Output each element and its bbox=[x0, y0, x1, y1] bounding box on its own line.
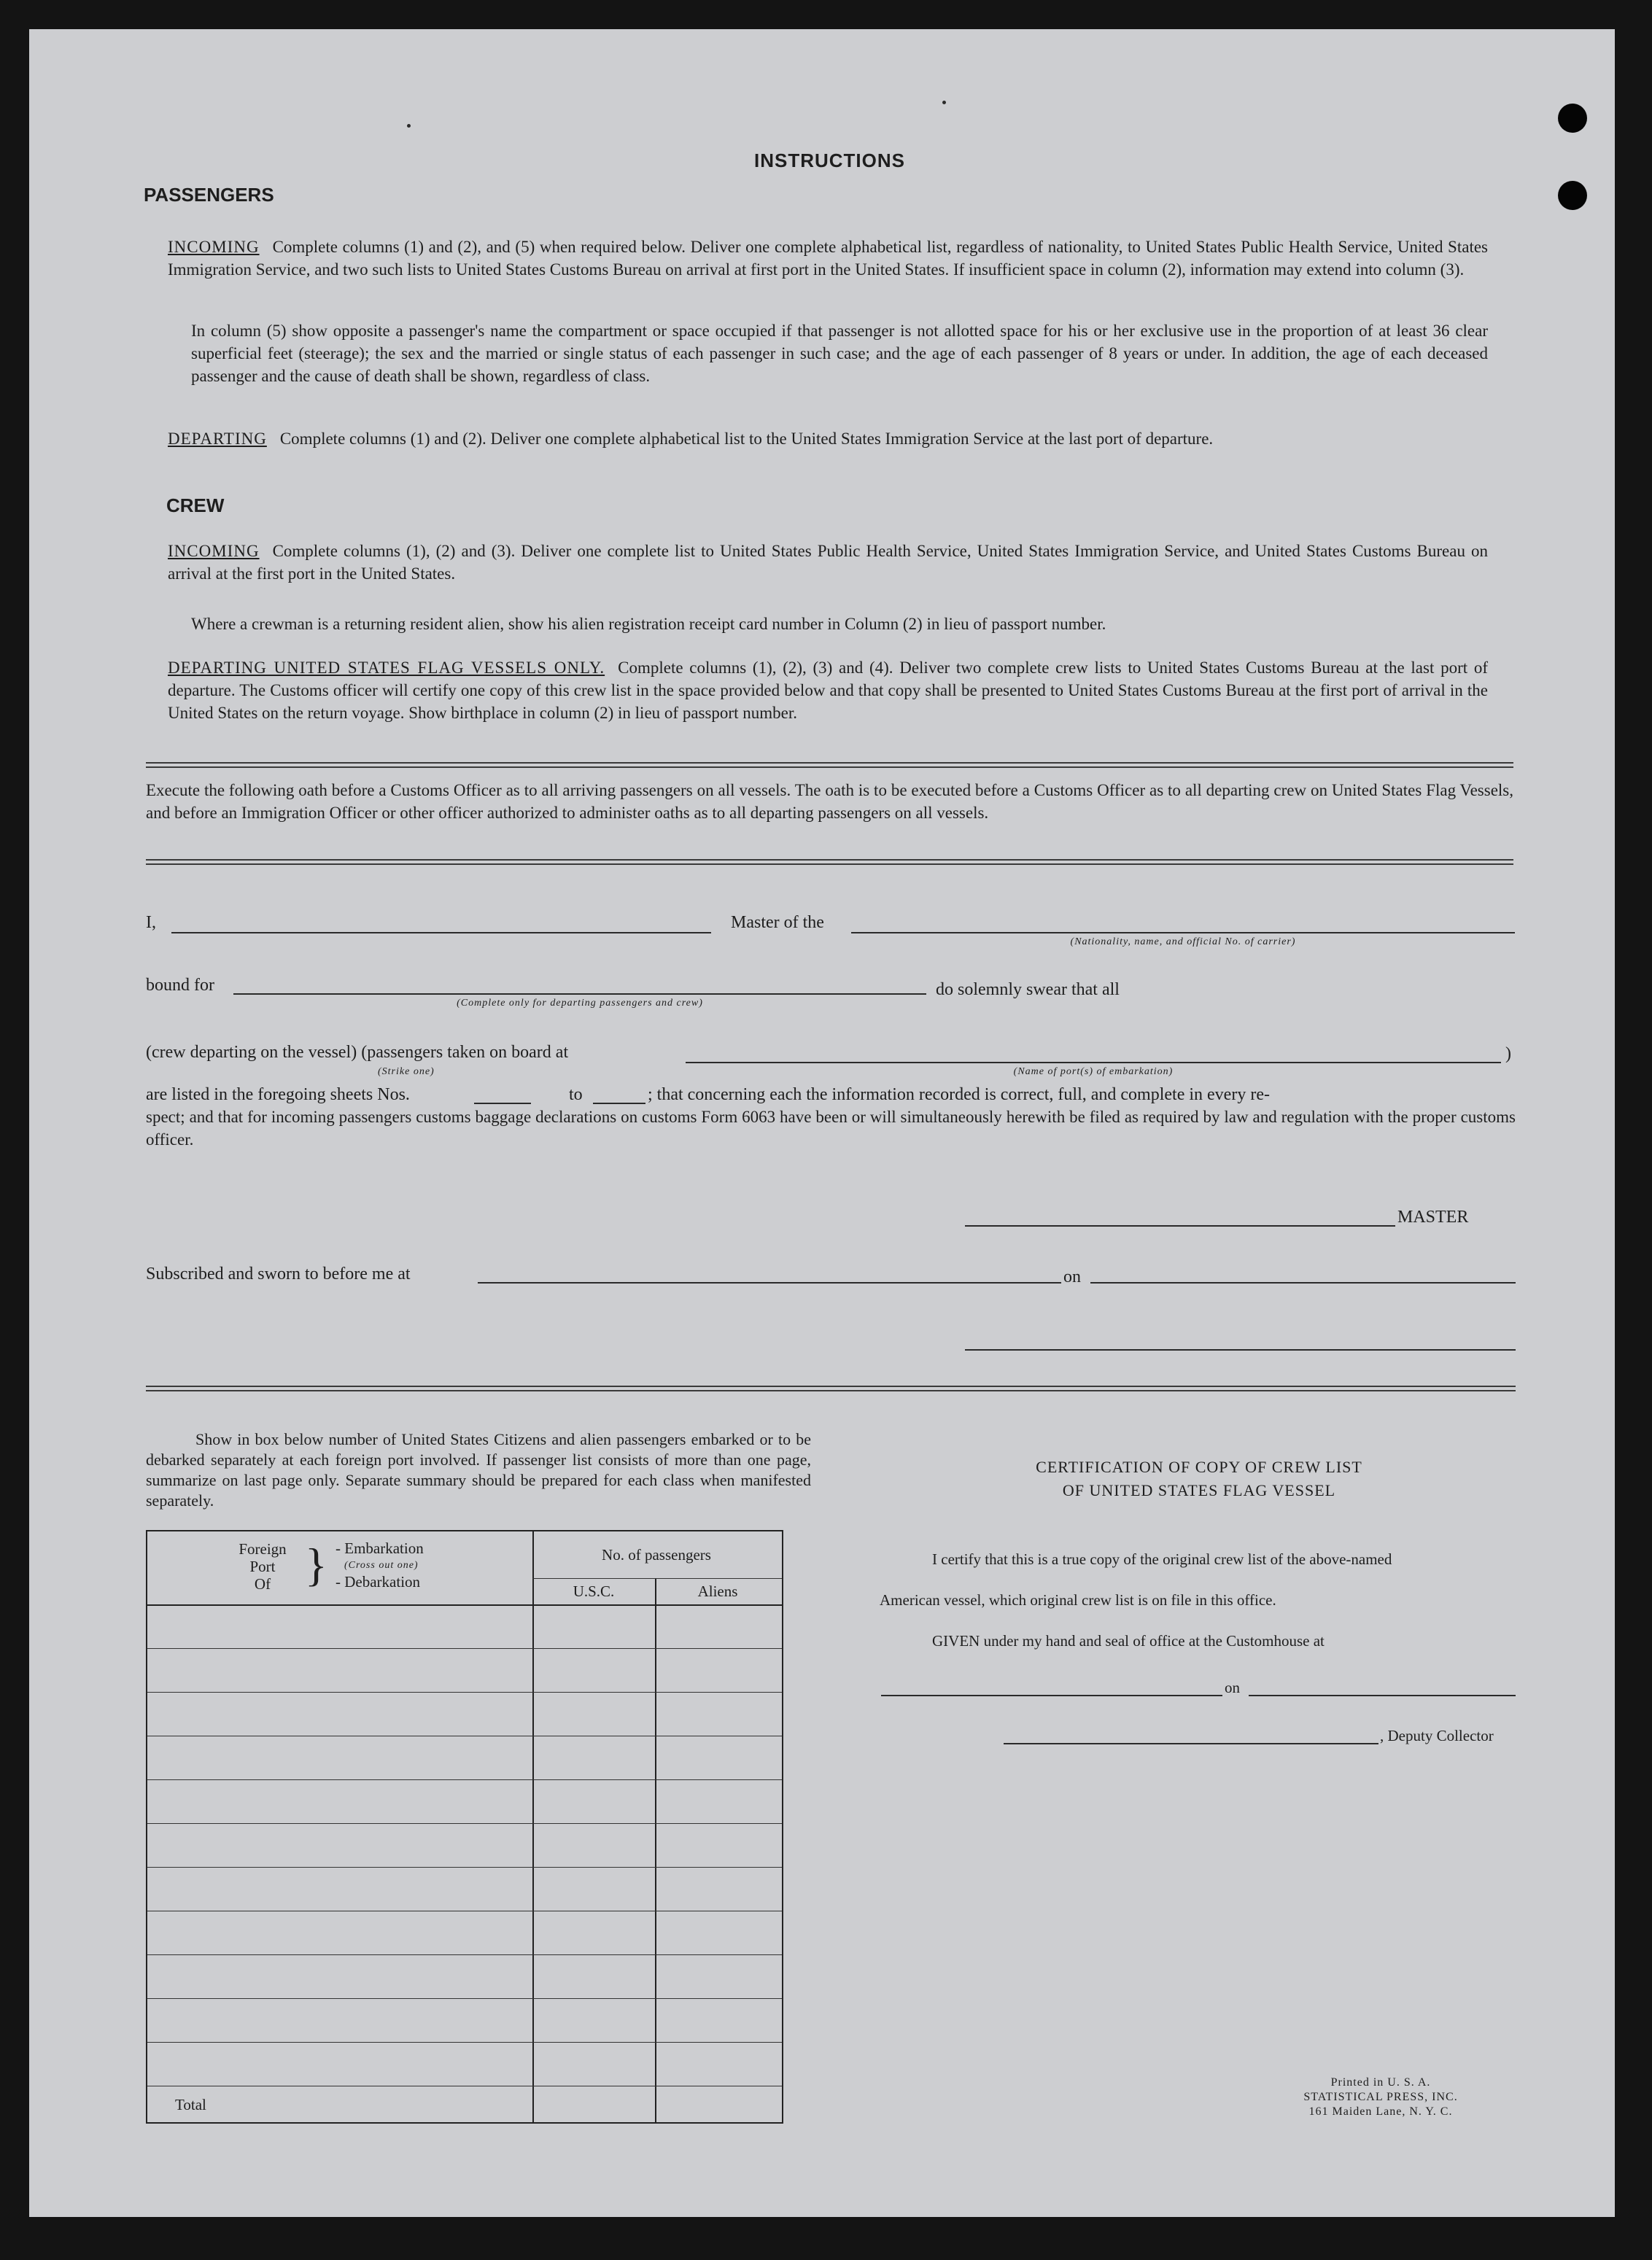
table-column-divider bbox=[655, 1578, 656, 2122]
bound-for-caption: (Complete only for departing passengers and crew) bbox=[457, 998, 703, 1009]
carrier-caption: (Nationality, name, and official No. of carrier) bbox=[1070, 936, 1296, 947]
cross-out-note: (Cross out one) bbox=[344, 1560, 419, 1571]
table-column-divider bbox=[532, 1531, 534, 2122]
embarkation-caption: (Name of port(s) of embarkation) bbox=[1013, 1066, 1174, 1077]
oath-i-label: I, bbox=[146, 913, 156, 932]
table-row-line bbox=[147, 1867, 782, 1868]
sworn-place-field[interactable] bbox=[478, 1282, 1061, 1284]
speck bbox=[407, 124, 411, 128]
speck bbox=[942, 101, 946, 104]
crew-incoming-lead: INCOMING bbox=[168, 542, 260, 560]
bound-for-field[interactable] bbox=[233, 993, 926, 995]
sheet-from-field[interactable] bbox=[474, 1103, 531, 1104]
master-of-the-label: Master of the bbox=[731, 913, 824, 932]
listed-rest: spect; and that for incoming passengers customs baggage declarations on customs Form 6063 have been or will simultaneously herewith be filed as required by law and regulation with the proper customs officer. bbox=[146, 1108, 1516, 1149]
punch-hole bbox=[1558, 104, 1587, 133]
passengers-departing-text: Complete columns (1) and (2). Deliver one complete alphabetical list to the United States Immigration Service at the last port of departure. bbox=[279, 430, 1214, 448]
passengers-incoming-paragraph bbox=[168, 236, 1488, 281]
brace-icon: } bbox=[305, 1539, 327, 1591]
master-name-field[interactable] bbox=[171, 932, 711, 933]
close-paren: ) bbox=[1505, 1044, 1511, 1063]
divider bbox=[146, 1386, 1516, 1387]
crew-incoming-paragraph bbox=[168, 540, 1488, 585]
crew-departing-lead: DEPARTING UNITED STATES FLAG VESSELS ONLY. bbox=[168, 659, 605, 677]
embarkation-ports-field[interactable] bbox=[686, 1062, 1501, 1063]
debarkation-option[interactable]: - Debarkation bbox=[336, 1573, 421, 1591]
deputy-signature-field[interactable] bbox=[1004, 1743, 1378, 1744]
embarkation-option[interactable]: - Embarkation bbox=[336, 1539, 424, 1557]
port-choice bbox=[336, 1540, 424, 1591]
table-row-line bbox=[147, 1779, 782, 1780]
sheet-to-field[interactable] bbox=[593, 1103, 645, 1104]
instructions-title: INSTRUCTIONS bbox=[754, 149, 905, 171]
table-row-line bbox=[147, 1954, 782, 1955]
table-row-line bbox=[147, 1823, 782, 1824]
listed-suffix: ; that concerning each the information recorded is correct, full, and complete in every re- bbox=[648, 1085, 1270, 1104]
cert-on-label: on bbox=[1225, 1679, 1240, 1696]
no-of-passengers-header: No. of passengers bbox=[602, 1546, 711, 1564]
certification-title: CERTIFICATION OF COPY OF CREW LIST OF UNITED STATES FLAG VESSEL bbox=[1036, 1458, 1362, 1499]
port-label: Foreign Port Of bbox=[239, 1540, 287, 1593]
carrier-field[interactable] bbox=[851, 932, 1515, 933]
crew-incoming-text: Complete columns (1), (2) and (3). Deliver one complete list to United States Public Health Service, United States Immigration Service, and United States Customs Bureau on arrival at the first port in the United States. bbox=[168, 542, 1488, 583]
master-signature-field[interactable] bbox=[965, 1225, 1395, 1227]
listed-prefix: are listed in the foregoing sheets Nos. bbox=[146, 1085, 410, 1104]
printer-imprint: Printed in U. S. A. STATISTICAL PRESS, INC. 161 Maiden Lane, N. Y. C. bbox=[1303, 2076, 1458, 2118]
crew-departing-text: Complete columns (1), (2), (3) and (4). Deliver two complete crew lists to United States Customs Bureau at the last port of departure. The Customs officer will certify one copy of this crew list in the space provided below and that copy shall be presented to United States Customs Bureau at the first port of arrival in the United States on the return voyage. Show birthplace in column (2) in lieu of passport number. bbox=[168, 659, 1488, 722]
listed-to: to bbox=[569, 1085, 583, 1104]
sworn-on-label: on bbox=[1063, 1267, 1081, 1286]
aliens-header: Aliens bbox=[697, 1583, 738, 1600]
given-text: GIVEN under my hand and seal of office at the Customhouse at bbox=[932, 1632, 1325, 1650]
passengers-departing-paragraph bbox=[168, 427, 1488, 450]
passengers-heading: PASSENGERS bbox=[144, 184, 274, 206]
summary-note: Show in box below number of United States Citizens and alien passengers embarked or to be debarked separately at each foreign port involved. If passenger list consists of more than one page, summarize on last page only. Separate summary should be prepared for each class when manifested separately. bbox=[146, 1430, 811, 1510]
customhouse-field[interactable] bbox=[881, 1695, 1222, 1696]
table-row-line bbox=[147, 1998, 782, 1999]
usc-header: U.S.C. bbox=[573, 1583, 615, 1600]
punch-hole bbox=[1558, 181, 1587, 210]
table-row-line bbox=[147, 1692, 782, 1693]
passengers-incoming-text: Complete columns (1) and (2), and (5) when required below. Deliver one complete alphabetical list, regardless of nationality, to United States Public Health Service, United States Immigration Service, and two such lists to United States Customs Bureau on arrival at first port in the United States. If insufficient space in column (2), information may extend into column (3). bbox=[168, 238, 1488, 279]
total-label: Total bbox=[175, 2096, 206, 2113]
deputy-collector-label: , Deputy Collector bbox=[1380, 1727, 1494, 1744]
master-label: MASTER bbox=[1397, 1208, 1469, 1227]
table-header-bottom bbox=[147, 1604, 782, 1606]
strike-caption: (Strike one) bbox=[378, 1066, 435, 1077]
oath-intro: Execute the following oath before a Customs Officer as to all arriving passengers on all vessels. The oath is to be executed before a Customs Officer as to all departing crew on United States Flag Vessels, and before an Immigration Officer or other officer authorized to administer oaths as to all departing passengers on all vessels. bbox=[146, 781, 1513, 822]
form-sheet bbox=[29, 29, 1615, 2217]
passenger-summary-table bbox=[146, 1530, 783, 2124]
crew-heading: CREW bbox=[166, 494, 225, 516]
table-row-line bbox=[147, 1648, 782, 1649]
swear-text: do solemnly swear that all bbox=[936, 980, 1120, 999]
cert-date-field[interactable] bbox=[1249, 1695, 1516, 1696]
table-header-divider bbox=[532, 1578, 782, 1579]
bound-for-label: bound for bbox=[146, 976, 214, 995]
passengers-departing-lead: DEPARTING bbox=[168, 430, 267, 448]
officer-signature-field[interactable] bbox=[965, 1349, 1516, 1351]
crew-departing-paragraph bbox=[168, 656, 1488, 724]
certify-text-2: American vessel, which original crew list is on file in this office. bbox=[880, 1591, 1276, 1609]
strike-choice-text: (crew departing on the vessel) (passengers taken on board at bbox=[146, 1043, 569, 1062]
divider bbox=[146, 762, 1513, 764]
certify-text: I certify that this is a true copy of the original crew list of the above-named bbox=[932, 1550, 1392, 1568]
subscribed-label: Subscribed and sworn to before me at bbox=[146, 1265, 411, 1284]
sworn-date-field[interactable] bbox=[1090, 1282, 1516, 1284]
crew-resident-paragraph: Where a crewman is a returning resident alien, show his alien registration receipt card number in Column (2) in lieu of passport number. bbox=[191, 615, 1106, 633]
passengers-column5-paragraph: In column (5) show opposite a passenger's name the compartment or space occupied if that passenger is not allotted space for his or her exclusive use in the proportion of at least 36 clear superficial feet (steerage); the sex and the married or single status of each passenger in such case; and the age of each passenger of 8 years or under. In addition, the age of each deceased passenger and the cause of death shall be shown, regardless of class. bbox=[191, 322, 1488, 385]
table-row-line bbox=[147, 2042, 782, 2043]
passengers-incoming-lead: INCOMING bbox=[168, 238, 260, 256]
divider bbox=[146, 859, 1513, 861]
